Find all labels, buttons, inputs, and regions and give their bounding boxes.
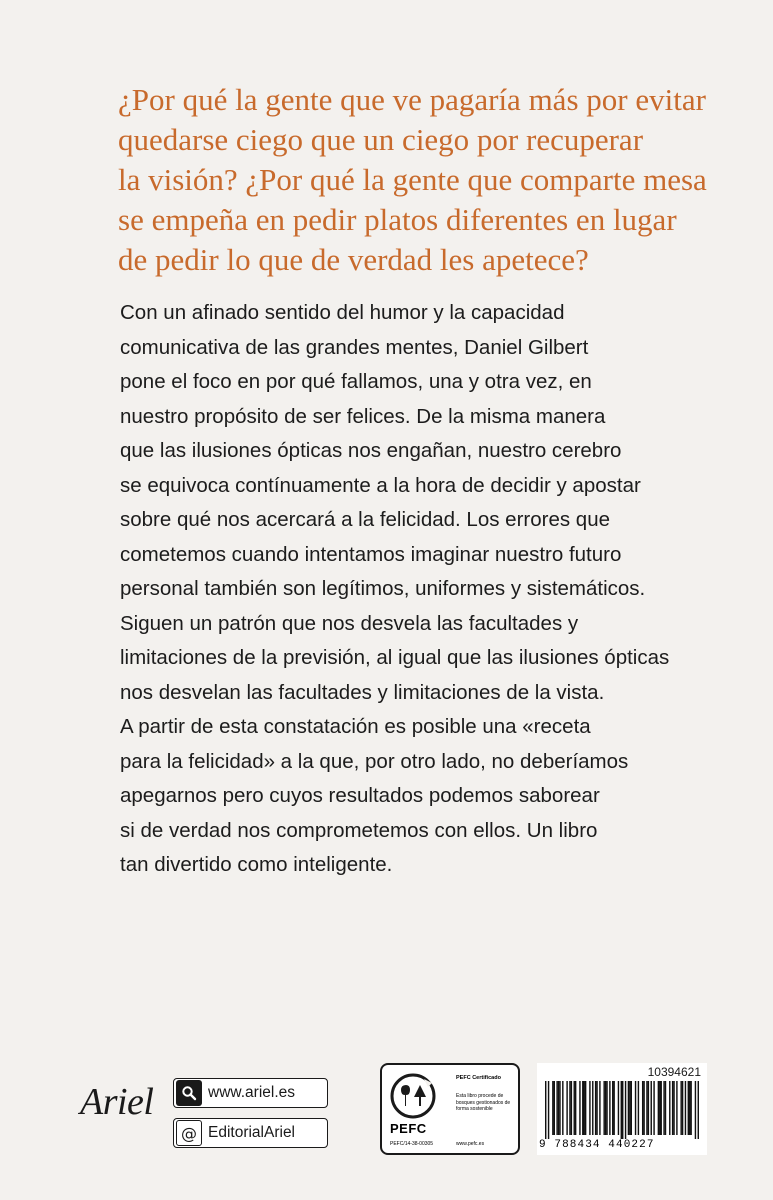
body-line: A partir de esta constatación es posible una «receta	[120, 715, 591, 738]
headline-line: la visión? ¿Por qué la gente que comparte mesa	[118, 162, 707, 197]
barcode-bar	[603, 1081, 604, 1135]
barcode-bar	[569, 1081, 570, 1135]
barcode-bar	[595, 1081, 596, 1135]
barcode-bar	[548, 1081, 549, 1139]
barcode-bar	[648, 1081, 649, 1135]
barcode-bar	[584, 1081, 585, 1135]
barcode-bar	[658, 1081, 659, 1135]
isbn-barcode-block	[537, 1063, 707, 1155]
barcode-bar	[599, 1081, 600, 1135]
body-line: Con un afinado sentido del humor y la capacidad	[120, 301, 565, 324]
barcode-bar	[562, 1081, 563, 1135]
barcode-bar	[574, 1081, 575, 1135]
barcode-bar	[695, 1081, 696, 1139]
barcode-bar	[589, 1081, 590, 1135]
body-line: personal también son legítimos, uniformes y sistemáticos.	[120, 577, 646, 600]
barcode-bar	[556, 1081, 557, 1135]
body-line: nuestro propósito de ser felices. De la misma manera	[120, 404, 606, 428]
barcode-bar	[685, 1081, 686, 1135]
barcode-bar	[680, 1081, 681, 1135]
social-handle-label: EditorialAriel	[208, 1124, 296, 1141]
description-text	[120, 296, 740, 883]
body-line: se equivoca contínuamente a la hora de decidir y apostar	[120, 473, 641, 497]
body-line: apegarnos pero cuyos resultados podemos saborear	[120, 784, 600, 807]
at-icon: @	[176, 1120, 202, 1146]
barcode-bar	[638, 1081, 639, 1135]
barcode-bar	[643, 1081, 644, 1135]
barcode-bar	[682, 1081, 683, 1135]
product-code: 10394621	[647, 1065, 701, 1079]
barcode-bar	[559, 1081, 560, 1135]
barcode-bar	[585, 1081, 586, 1135]
barcode-bar	[629, 1081, 630, 1135]
pefc-tree-icon	[390, 1073, 436, 1119]
body-line: Siguen un patrón que nos desvela las facultades y	[120, 611, 579, 635]
body-line: cometemos cuando intentamos imaginar nuestro futuro	[120, 542, 622, 566]
barcode-bar	[631, 1081, 632, 1135]
barcode-bar	[545, 1081, 546, 1139]
barcode-bar	[552, 1081, 553, 1135]
barcode-bar	[672, 1081, 673, 1135]
barcode-bar	[554, 1081, 555, 1135]
barcode-bar	[571, 1081, 572, 1135]
barcode-bar	[606, 1081, 607, 1135]
barcode-bar	[653, 1081, 654, 1135]
barcode-bar	[661, 1081, 662, 1135]
pefc-code: PEFC/14-38-00305	[390, 1141, 434, 1147]
body-line: si de verdad nos comprometemos con ellos. Un libro	[120, 818, 598, 842]
barcode-bar	[612, 1081, 613, 1135]
pefc-title: PEFC Certificado	[456, 1075, 501, 1081]
headline-line: quedarse ciego que un ciego por recuperar	[118, 122, 644, 157]
barcode-bar	[651, 1081, 652, 1135]
body-line: que las ilusiones ópticas nos engañan, nuestro cerebro	[120, 439, 622, 462]
body-line: sobre qué nos acercará a la felicidad. Los errores que	[120, 508, 611, 531]
body-line: comunicativa de las grandes mentes, Daniel Gilbert	[120, 335, 589, 359]
barcode-bar	[659, 1081, 660, 1135]
search-icon	[176, 1080, 202, 1106]
social-handle-link[interactable]	[173, 1118, 328, 1148]
website-link[interactable]	[173, 1078, 328, 1108]
headline-line: ¿Por qué la gente que ve pagaría más por evitar	[118, 82, 706, 117]
publisher-logo: Ariel	[80, 1081, 154, 1123]
barcode-bar	[621, 1081, 622, 1139]
pefc-certification-badge	[380, 1063, 520, 1155]
barcode-bar	[688, 1081, 689, 1135]
barcode-bar	[663, 1081, 664, 1135]
body-line: pone el foco en por qué fallamos, una y otra vez, en	[120, 370, 592, 393]
barcode-bar	[596, 1081, 597, 1135]
barcode-bar	[605, 1081, 606, 1135]
barcode-bar	[575, 1081, 576, 1135]
barcode-bar	[698, 1081, 699, 1139]
barcode-bar	[689, 1081, 690, 1135]
barcode-bar	[665, 1081, 666, 1135]
barcode-bar	[690, 1081, 691, 1135]
barcode-bar	[613, 1081, 614, 1135]
barcode-bar	[566, 1081, 567, 1135]
barcode-bar	[618, 1081, 619, 1135]
barcode-bar	[609, 1081, 610, 1135]
website-label: www.ariel.es	[208, 1084, 295, 1101]
body-line: nos desvelan las facultades y limitaciones de la vista.	[120, 680, 605, 704]
barcode-bar	[625, 1081, 626, 1139]
barcode-bar	[628, 1081, 629, 1135]
barcode-bar	[635, 1081, 636, 1135]
barcode-bar	[592, 1081, 593, 1135]
barcode-bar	[622, 1081, 623, 1139]
pefc-url: www.pefc.es	[456, 1141, 485, 1147]
headline-line: se empeña en pedir platos diferentes en lugar	[118, 202, 677, 237]
barcode-bar	[558, 1081, 559, 1135]
headline-line: de pedir lo que de verdad les apetece?	[118, 242, 589, 277]
barcode	[545, 1081, 699, 1139]
isbn-digits: 9 788434 440227	[539, 1139, 655, 1151]
pefc-description: Esta libro procede de bosques gestionados de forma sostenible	[456, 1093, 511, 1112]
pefc-mark: PEFC	[390, 1121, 427, 1136]
body-line: limitaciones de la previsión, al igual que las ilusiones ópticas	[120, 646, 670, 669]
barcode-bar	[579, 1081, 580, 1135]
barcode-bar	[582, 1081, 583, 1135]
barcode-bar	[642, 1081, 643, 1135]
barcode-bar	[669, 1081, 670, 1135]
body-line: para la felicidad» a la que, por otro lado, no deberíamos	[120, 749, 629, 773]
barcode-bar	[676, 1081, 677, 1135]
barcode-bar	[673, 1081, 674, 1135]
headline-question	[118, 80, 738, 280]
body-line: tan divertido como inteligente.	[120, 853, 393, 876]
barcode-bar	[646, 1081, 647, 1135]
